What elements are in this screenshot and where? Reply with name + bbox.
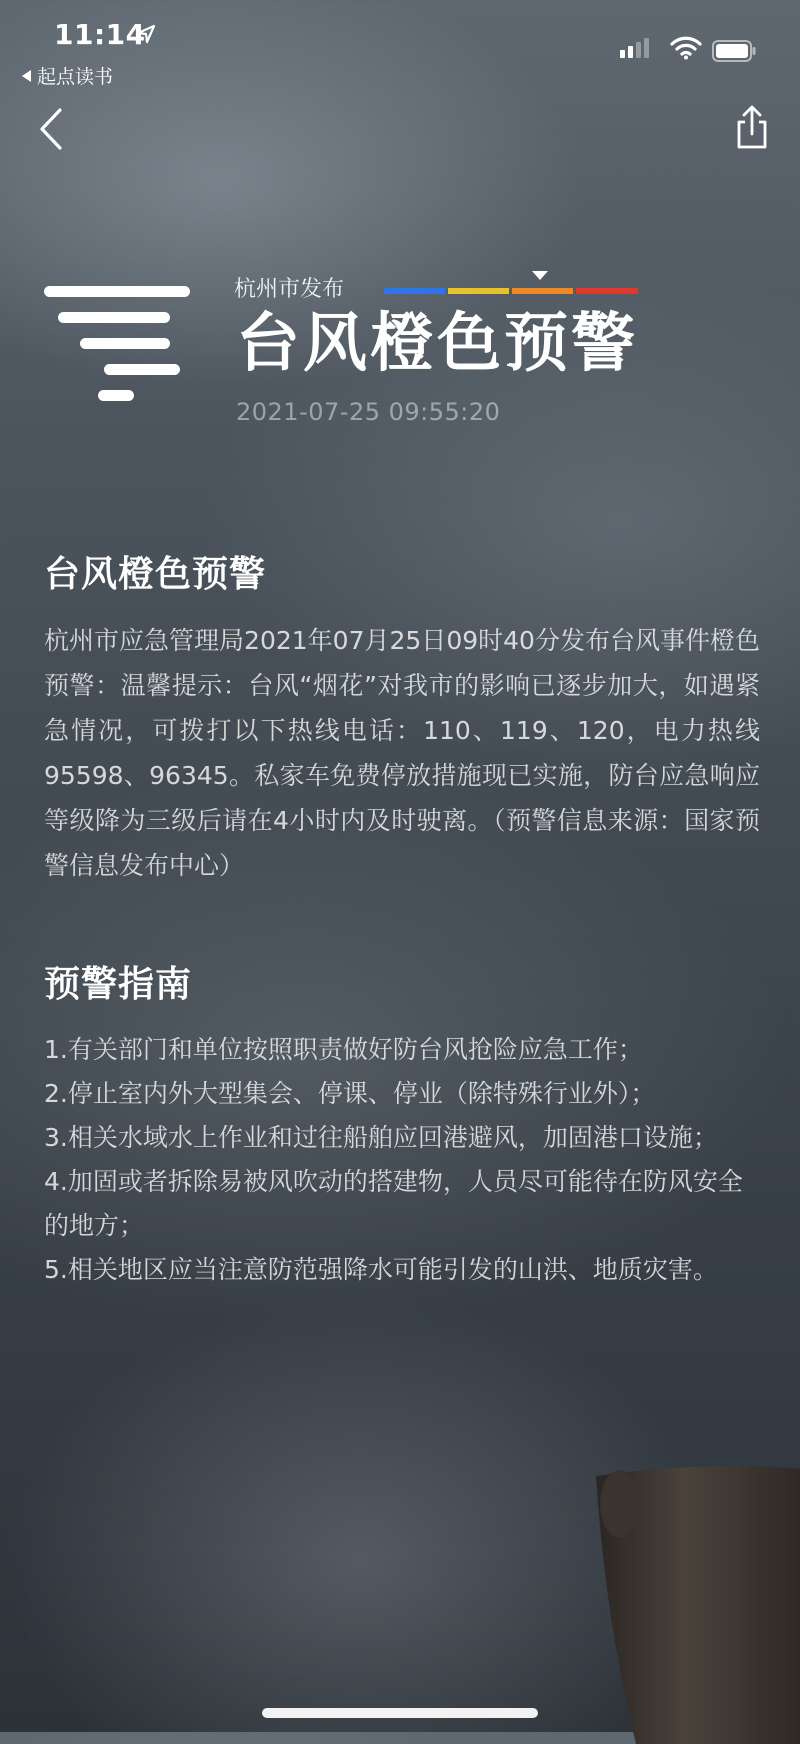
- guide-list: [44, 1028, 760, 1292]
- back-to-app-link[interactable]: [22, 62, 113, 89]
- guide-item: 4.加固或者拆除易被风吹动的搭建物，人员尽可能待在防风安全的地方；: [44, 1167, 743, 1240]
- guide-item: 2.停止室内外大型集会、停课、停业（除特殊行业外）；: [44, 1079, 656, 1108]
- location-arrow-icon: [136, 24, 156, 44]
- typhoon-icon: [44, 282, 194, 412]
- status-time: 11:14: [54, 18, 146, 51]
- level-blue-segment: [384, 288, 445, 294]
- cellular-signal-icon: [620, 38, 649, 58]
- guide-item: 1.有关部门和单位按照职责做好防台风抢险应急工作；: [44, 1035, 643, 1064]
- back-button[interactable]: [34, 104, 70, 154]
- warning-body-text: 杭州市应急管理局2021年07月25日09时40分发布台风事件橙色预警：温馨提示：台风“烟花”对我市的影响已逐步加大，如遇紧急情况，可拨打以下热线电话：110、119、120，电力热线95598、96345。私家车免费停放措施现已实施，防台应急响应等级降为三级后请在4小时内及时驶离。（预警信息来源：国家预警信息发布中心）: [44, 626, 760, 880]
- level-red-segment: [576, 288, 638, 294]
- background-pipe-decoration: [596, 1464, 800, 1744]
- current-level-marker-icon: [532, 271, 548, 280]
- warning-section-title: 台风橙色预警: [44, 554, 267, 595]
- wifi-icon: [670, 36, 702, 60]
- publish-timestamp: 2021-07-25 09:55:20: [236, 398, 501, 426]
- warning-level-indicator: [384, 266, 638, 296]
- publisher-label: 杭州市发布: [234, 277, 345, 302]
- back-triangle-icon: [22, 70, 31, 82]
- back-app-label: 起点读书: [37, 66, 114, 88]
- guide-item: 3.相关水域水上作业和过往船舶应回港避风，加固港口设施；: [44, 1123, 718, 1152]
- level-yellow-segment: [448, 288, 509, 294]
- page-title: 台风橙色预警: [236, 307, 638, 381]
- guide-section-title: 预警指南: [44, 964, 193, 1005]
- guide-item: 5.相关地区应当注意防范强降水可能引发的山洪、地质灾害。: [44, 1255, 718, 1284]
- battery-icon: [712, 40, 756, 62]
- home-indicator[interactable]: [262, 1708, 538, 1718]
- level-orange-segment: [512, 288, 573, 294]
- share-button[interactable]: [732, 104, 772, 150]
